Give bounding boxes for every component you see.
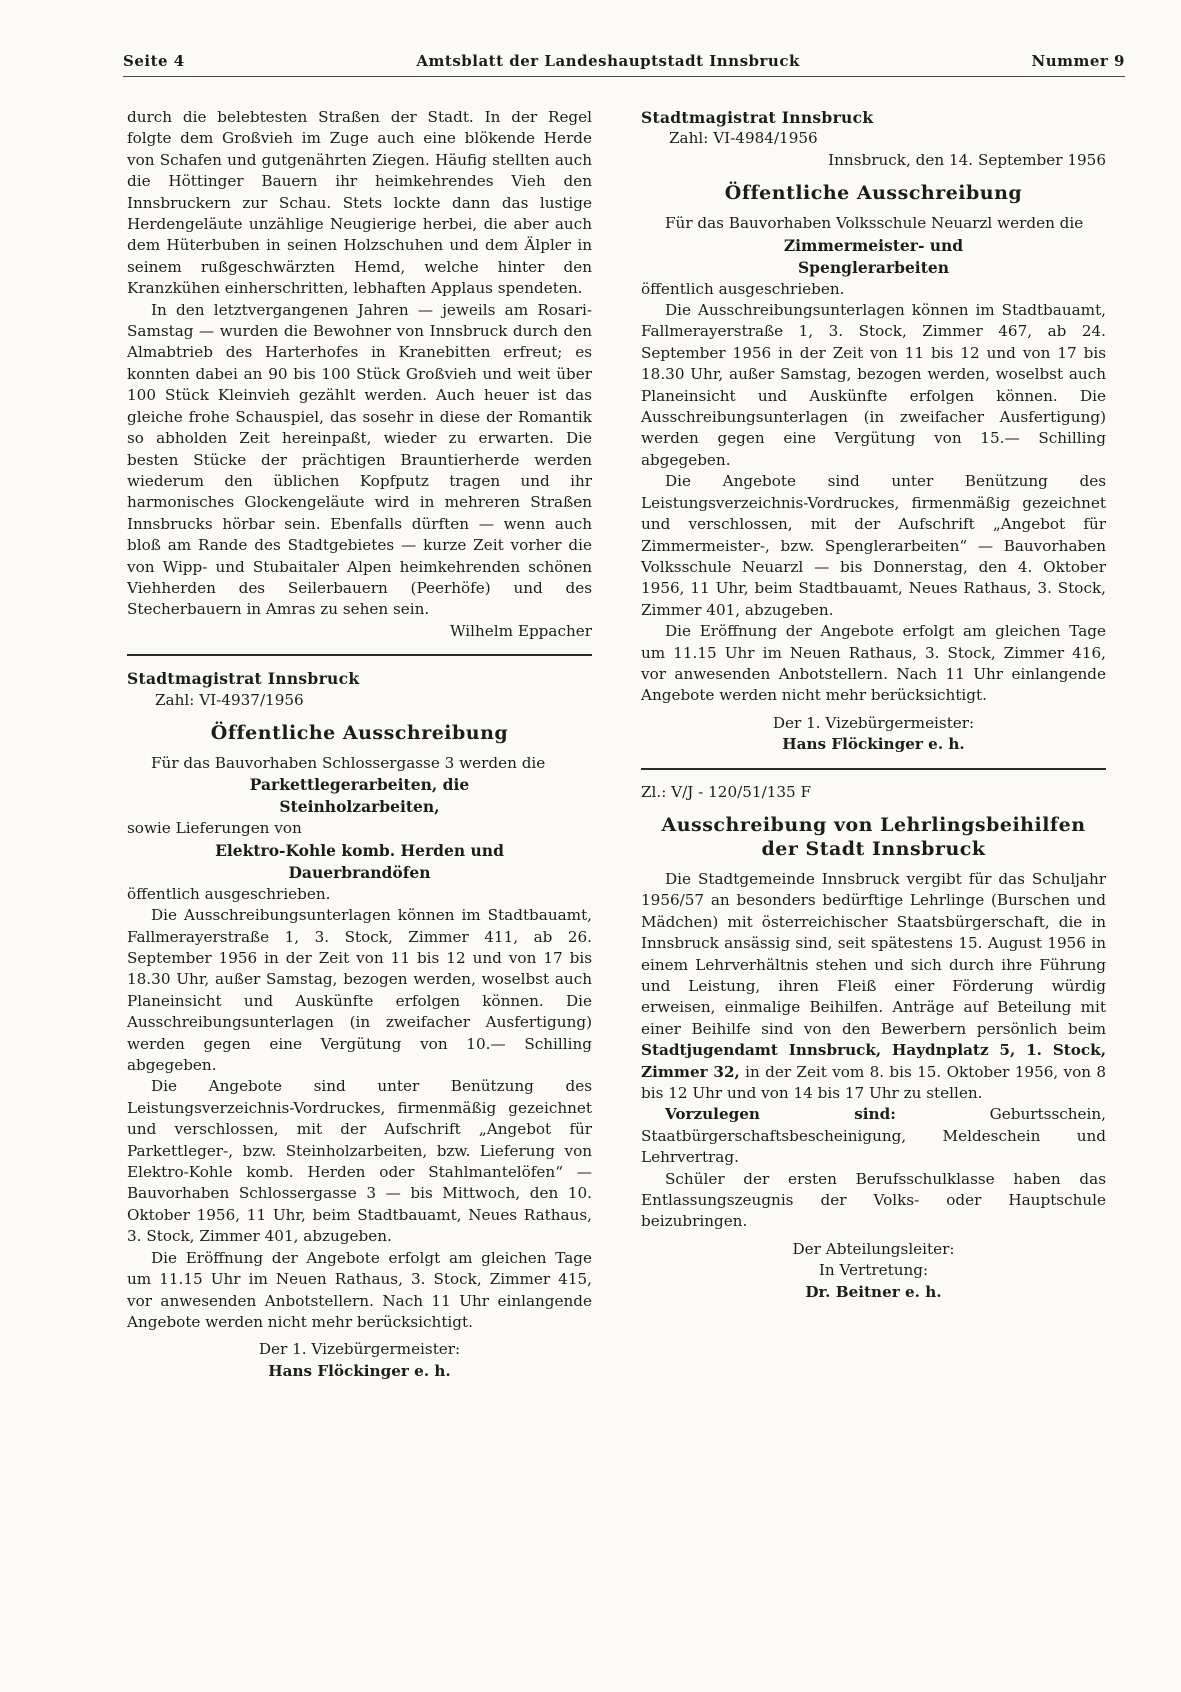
required-docs-label: Vorzulegen sind:	[665, 1105, 896, 1124]
notice-works: Parkettlegerarbeiten, die	[249, 775, 470, 795]
notice-paragraph	[641, 869, 1106, 1104]
signature-name: Hans Flöckinger e. h.	[782, 735, 965, 754]
article-author: Wilhelm Eppacher	[449, 621, 592, 640]
required-docs-text: Geburtsschein, Staatbürgerschaftsbescheinigung, Meldeschein und Lehrvertrag.	[641, 1105, 1106, 1167]
issue-number: Nummer 9	[1031, 52, 1125, 70]
notice-intro: Für das Bauvorhaben Volksschule Neuarzl werden die	[665, 214, 1084, 233]
signature-title: Der 1. Vizebürgermeister:	[258, 1340, 461, 1359]
notice-title: Ausschreibung von Lehrlingsbeihilfen	[661, 813, 1086, 836]
header-rule	[123, 76, 1125, 77]
notice-title: Öffentliche Ausschreibung	[210, 721, 509, 744]
paragraph-text: in der Zeit vom 8. bis 15. Oktober 1956, von 8 bis 12 Uhr und von 14 bis 17 Uhr zu stellen.	[641, 1062, 1107, 1103]
notice-title: Öffentliche Ausschreibung	[724, 182, 1023, 205]
signature-name: Dr. Beitner e. h.	[805, 1282, 942, 1301]
signature-title: Der 1. Vizebürgermeister:	[772, 713, 975, 732]
notice-paragraph: Die Ausschreibungsunterlagen können im Stadtbauamt, Fallmerayerstraße 1, 3. Stock, Zimmer 467, ab 24. September 1956 in der Zeit von 11 bis 12 und von 17 bis 18.30 Uhr, außer Samstag, bezogen werden, woselbst auch Planeinsicht und Auskünfte erfolgen können. Die Ausschreibungsunterlagen (in zweifacher Ausfertigung) werden gegen eine Vergütung von 15.— Schilling abgegeben.	[641, 301, 1106, 469]
page-header	[123, 52, 1125, 70]
signature-title: Der Abteilungsleiter:	[792, 1239, 955, 1258]
notice-works: Zimmermeister- und	[783, 235, 964, 255]
section-divider	[127, 654, 592, 656]
notice-works: Spenglerarbeiten	[797, 257, 949, 277]
notice-reference: Zahl: VI-4984/1956	[669, 129, 818, 148]
notice-works: Elektro-Kohle komb. Herden und	[215, 840, 504, 860]
notice-text: öffentlich ausgeschrieben.	[641, 279, 845, 298]
notice-reference: Zahl: VI-4937/1956	[155, 690, 304, 709]
notice-works: Dauerbrandöfen	[288, 862, 431, 882]
notice-paragraph: Die Eröffnung der Angebote erfolgt am gleichen Tage um 11.15 Uhr im Neuen Rathaus, 3. Stock, Zimmer 415, vor anwesenden Anbotstellern. Nach 11 Uhr einlangende Angebote werden nicht mehr berücksichtigt.	[127, 1248, 592, 1331]
notice-intro: Für das Bauvorhaben Schlossergasse 3 werden die	[151, 753, 546, 772]
notice-authority: Stadtmagistrat Innsbruck	[127, 669, 360, 689]
article-paragraph: durch die belebtesten Straßen der Stadt. In der Regel folgte dem Großvieh im Zuge auch eine blökende Herde von Schafen und gutgenährten Ziegen. Häufig stellten auch die Höttinger Bauern ihr heimkehrendes Vieh den Innsbruckern zur Schau. Stets lockte dann das lustige Herdengeläute unzählige Neugierige herbei, die aber auch dem Hüterbuben in seinen Holzschuhen und dem Älpler in seinem rußgeschwärzten Hemd, welche hinter den Kranzkühen einherschritten, lebhaften Applaus spendeten.	[127, 108, 592, 298]
notice-paragraph: Die Eröffnung der Angebote erfolgt am gleichen Tage um 11.15 Uhr im Neuen Rathaus, 3. Stock, Zimmer 416, vor anwesenden Anbotstellern. Nach 11 Uhr einlangende Angebote werden nicht mehr berücksichtigt.	[641, 622, 1106, 705]
section-divider	[641, 768, 1106, 770]
signature-name: Hans Flöckinger e. h.	[268, 1361, 451, 1380]
notice-paragraph: Die Ausschreibungsunterlagen können im Stadtbauamt, Fallmerayerstraße 1, 3. Stock, Zimmer 411, ab 26. September 1956 in der Zeit von 11 bis 12 und von 17 bis 18.30 Uhr, außer Samstag, bezogen werden, woselbst auch Planeinsicht und Auskünfte erfolgen können. Die Ausschreibungsunterlagen (in zweifacher Ausfertigung) werden gegen eine Vergütung von 10.— Schilling abgegeben.	[127, 906, 592, 1075]
notice-text: sowie Lieferungen von	[127, 819, 302, 838]
notice-works: Steinholzarbeiten,	[279, 797, 440, 817]
notice-paragraph: Die Angebote sind unter Benützung des Leistungsverzeichnis-Vordruckes, firmenmäßig gezeichnet und verschlossen, mit der Aufschrift „Angebot für Zimmermeister-, bzw. Spenglerarbeiten“ — Bauvorhaben Volksschule Neuarzl — bis Donnerstag, den 4. Oktober 1956, 11 Uhr, beim Stadtbauamt, Neues Rathaus, 3. Stock, Zimmer 401, abzugeben.	[641, 472, 1106, 619]
notice-text: öffentlich ausgeschrieben.	[127, 884, 331, 903]
article-paragraph: In den letztvergangenen Jahren — jeweils am Rosari-Samstag — wurden die Bewohner von Innsbruck durch den Almabtrieb des Harterhofes in Kranebitten erfreut; es konnten dabei an 90 bis 100 Stück Großvieh und weit über 100 Stück Kleinvieh gezählt werden. Auch heuer ist das gleiche frohe Schauspiel, das sosehr in diese der Romantik so abholden Zeit hereinpaßt, wieder zu erwarten. Die besten Stücke der prächtigen Brauntierherde werden wiederum den üblichen Kopfputz tragen und ihr harmonisches Glockengeläute wird in mehreren Straßen Innsbrucks hörbar sein. Ebenfalls dürften — wenn auch bloß am Rande des Stadtgebietes — kurze Zeit vorher die von Wipp- und Stubaitaler Alpen heimkehrenden schönen Viehherden des Seilerbauern (Peerhöfe) und des Stecherbauern in Amras zu sehen sein.	[127, 300, 592, 619]
signature-subtitle: In Vertretung:	[818, 1261, 929, 1280]
notice-date: Innsbruck, den 14. September 1956	[828, 150, 1106, 169]
notice-reference: Zl.: V/J - 120/51/135 F	[641, 782, 812, 801]
publication-title: Amtsblatt der Landeshauptstadt Innsbruck	[416, 52, 800, 70]
notice-paragraph: Schüler der ersten Berufsschulklasse haben das Entlassungszeugnis der Volks- oder Hauptschule beizubringen.	[641, 1169, 1106, 1231]
office-address: Stadtjugendamt Innsbruck, Haydnplatz 5, 1. Stock, Zimmer 32,	[641, 1041, 1106, 1081]
paragraph-text: Die Stadtgemeinde Innsbruck vergibt für das Schuljahr 1956/57 an besonders bedürftige Lehrlinge (Burschen und Mädchen) mit österreichischer Staatsbürgerschaft, die in Innsbruck ansässig sind, seit spätestens 15. August 1956 in einem Lehrverhältnis stehen und sich durch ihre Führung und Leistung, ihren Fleiß einer Förderung würdig erweisen, einmalige Beihilfen. Anträge auf Beteilung mit einer Beihilfe sind von den Bewerbern persönlich beim	[641, 869, 1106, 1038]
notice-authority: Stadtmagistrat Innsbruck	[641, 108, 874, 127]
page-number: Seite 4	[123, 52, 185, 70]
right-column	[641, 107, 1106, 1303]
notice-paragraph	[641, 1104, 1106, 1168]
notice-title: der Stadt Innsbruck	[761, 837, 986, 860]
left-column	[127, 107, 592, 1382]
notice-paragraph: Die Angebote sind unter Benützung des Leistungsverzeichnis-Vordruckes, firmenmäßig gezeichnet und verschlossen, mit der Aufschrift „Angebot für Parkettleger-, bzw. Steinholzarbeiten, bzw. Lieferung von Elektro-Kohle komb. Herden oder Stahlmantelöfen“ — Bauvorhaben Schlossergasse 3 — bis Mittwoch, den 10. Oktober 1956, 11 Uhr, beim Stadtbauamt, Neues Rathaus, 3. Stock, Zimmer 401, abzugeben.	[127, 1077, 592, 1246]
